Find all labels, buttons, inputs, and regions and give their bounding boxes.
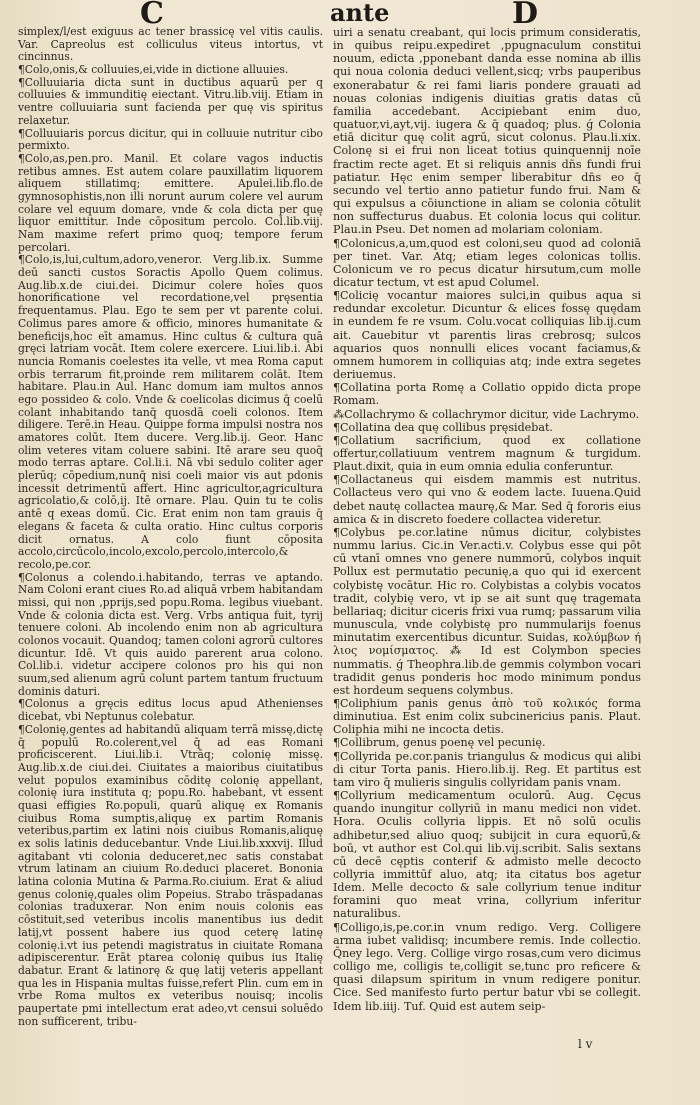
left-column bbox=[18, 26, 323, 1028]
entry-paragraph: ¶Collyrida pe.cor.panis triangulus & modicus qui alibi di citur Torta panis. Hiero.lib.ij. Reg. Et partitus est tam viro q̄ mulieris singulis collyridam panis vnam. bbox=[333, 749, 641, 789]
entry-paragraph: uiri a senatu creabant, qui locis primum consideratis, in quibus reipu.expediret ,ppugnaculum constitui nouum, edicta ,pponebant danda esse nomina ab illis qui noua colonia deduci vellent,sicq; vrbs pauperibus exonerabatur & rei fami liaris pondere grauati ad nouas colonias indigenis diuitias gratis datas cū familia accedebant. Accipiebant enim duo, quatuor,vi,ayt,vij. iugera & q̄ quadoq; plus. ǵ Colonia etiā dicitur quę colit agrū, sicut colonus. Plau.li.xix. Colonę si ei frui non liceat totius quinquennij noīe fractim recte aget. Et si reliquis annis dn̄s fundi frui patiatur. Hęc enim semper liberabitur dn̄s eo q̄ secundo vel tertio anno patietur fundo frui. Nam & qui expulsus a cōiunctione in aliam se colonia cōtulit non suffecturus duabus. Et colonia locus qui colitur. Plau.in Pseu. Det nomen ad molariam coloniam. bbox=[333, 26, 641, 237]
entry-paragraph: ⁂Collachrymo & collachrymor dicitur, vide Lachrymo. bbox=[333, 407, 640, 421]
entry-paragraph: ¶Colligo,is,pe.cor.in vnum redigo. Verg. Colligere arma iubet validisq; incumbere remis. Inde collectio. Q̄ney lego. Verg. Collige virgo rosas,cum vero dicimus colligo me, colligis te,colligit se,tunc pro reficere & quasi dilapsum spiritum in vnum redigere ponitur. Cice. Sed manifesto furto pertur batur vbi se collegit. Idem lib.iiij. Tuf. Quid est autem seip- bbox=[333, 920, 641, 1013]
entry-paragraph: ¶Colo,as,pen.pro. Manil. Et colare vagos inductis retibus amnes. Est autem colare pauxillatim liquorem aliquem stillatimq; emittere. Apulei.lib.flo.de gymnosophistis,non illi norunt aurum colere vel aurum colare vel equum domare, vnde & cola dicta per quę liquor emittitur. Inde cōpositum percolo. Col.lib.viij. Nam maxime refert primo quoq; tempore ferum percolari. bbox=[18, 151, 323, 254]
right-column bbox=[333, 26, 641, 1013]
entry-paragraph: ¶Colonus a colendo.i.habitando, terras ve aptando. Nam Coloni erant ciues Ro.ad aliquā vrbem habitandam missi, qui non ,pprijs,sed popu.Roma. legibus viuebant. Vnde & colonia dicta est. Verg. Vrbs antiqua fuit, tyrij tenuere coloni. Ab incolendo enim non ab agricultura colonos vocauit. Quandoq; tamen coloni agrorū cultores dicuntur. Idē. Vt quis auido parerent arua colono. Col.lib.i. videtur accipere colonos pro his qui non suum,sed alienum agrū colunt partem tantum fructuum dominis daturi. bbox=[18, 570, 323, 698]
entry-paragraph: ¶Colybus pe.cor.latine nūmus dicitur, colybistes nummu larius. Cic.in Ver.acti.v. Colybus esse qui pōt cū vtanī omnes vno genere nummorū, colybos inquit Pollux est permutatio pecunię,a quo qui id exercent colybistę vocātur. Hic ro. Colybistas a colybis vocatos tradit, colybię vero, vt ip se ait sunt quę tragemata bellariaq; dicitur ciceris frixi vua rumq; passarum vilia munuscula, vnde colybistę pro nummularijs foenus minutatim exercentibus dicuntur. Suidas, κολύμβων ή λιος νομίσματος. ⁂ Id est Colymbon species nummatis. ǵ Theophra.lib.de gemmis colymbon vocari tradidit genus ponderis hoc modo minimum pondus est hordeum sequens colymbus. bbox=[333, 525, 641, 697]
entry-paragraph: ¶Collatina porta Romę a Collatio oppido dicta prope Romam. bbox=[333, 381, 641, 408]
entry-paragraph: ¶Colo,onis,& colluuies,ei,vide in dictione alluuies. bbox=[18, 63, 289, 77]
entry-paragraph: ¶Colonicus,a,um,quod est coloni,seu quod ad coloniā per tinet. Var. Atq; etiam leges colonicas tollis. Colonicum ve ro pecus dicatur hirsutum,cum molle dicatur tectum, vt est apud Columel. bbox=[333, 236, 641, 289]
entry-paragraph: simplex/l/est exiguus ac tener brassicę vel vitis caulis. Var. Capreolus est colliculus viteus intortus, vt cincinnus. bbox=[18, 25, 323, 64]
entry-paragraph: ¶Collyrium medicamentum oculorū. Aug. Cęcus quando inungitur collyriū in manu medici non videt. Hora. Oculis collyria lippis. Et nō solū oculis adhibetur,sed aliuo quoq; subijcit in cura equorū,& boū, vt author est Col.qui lib.vij.scribit. Salis sextans cū decē cęptis conterif & admisto melle decocto collyria immittūf aluo, atq; ita citatus bos agetur Idem. Melle decocto & sale collyrium tenue inditur foramini quo meat vrina, collyrium inferitur naturalibus. bbox=[333, 789, 641, 921]
entry-paragraph: ¶Colonus a gręcis editus locus apud Athenienses dicebat, vbi Neptunus colebatur. bbox=[18, 697, 323, 724]
entry-paragraph: ¶Collatina dea quę collibus pręsidebat. bbox=[333, 420, 553, 434]
entry-paragraph: ¶Colicię vocantur maiores sulci,in quibus aqua si redundar excoletur. Dicuntur & elices fossę quędam in eundem fe re vsum. Colu.vocat colliquias lib.ij.cum ait. Cauebitur vt parentis liras crebrosq; sulcos aquarios quos nonnulli elices vocant faciamus,& omnem humorem in colliquias atq; inde extra segetes deriuemus. bbox=[333, 289, 641, 382]
entry-paragraph: ¶Colluuiaris porcus dicitur, qui in colluuie nutritur cibo permixto. bbox=[18, 126, 323, 153]
header-letter-left: C bbox=[140, 0, 164, 31]
running-header bbox=[0, 0, 700, 31]
entry-paragraph: ¶Colluuiaria dicta sunt in ductibus aquarū per q colluuies & immunditię eiectant. Vitru.lib.viij. Etiam in ventre colluuiaria sunt facienda per quę vis spiritus relaxetur. bbox=[18, 75, 323, 127]
entry-paragraph: ¶Collibrum, genus poenę vel pecunię. bbox=[333, 736, 546, 750]
header-word: ante bbox=[330, 0, 390, 27]
entry-paragraph: ¶Colo,is,lui,cultum,adoro,veneror. Verg.lib.ix. Summe deū sancti custos Soractis Apollo Quem colimus. Aug.lib.x.de ciui.dei. Dicimur colere hoīes quos honorificatione vel recordatione,vel pręsentia frequentamus. Plau. Ego te sem per vt parente colui. Colimus pares amore & officio, minores humanitate & beneficijs,hoc eīt amamus. Hinc cultus & cultura quā gręci latriam vocāt. Item colere exercere. Liui.lib.i. Abi nuncia Romanis coelestes ita velle, vt mea Roma caput orbis terrarum fit,proinde rem militarem colāt. Item habitare. Plau.in Aul. Hanc domum iam multos annos ego possideo & colo. Vnde & coelicolas dicimus q̄ coelū colant inhabitando tanq̄ quosdā coeli colonos. Item diligere. Terē.in Heau. Quippe forma impulsi nostra nos amatores colūt. Item ducere. Verg.lib.ij. Geor. Hanc olim veteres vitam coluere sabini. Itē arare seu quoq̄ modo terras aptare. Col.li.i. Nā vbi sedulo coliter ager plerūq; cōpedium,nunq̄ nisi coeli maior vis aut pdonis incessit detrimentū affert. Hinc agricultor,agricultura agricolatio,& colō,ij. Itē ornare. Plau. Quin tu te colis antē q exeas domū. Cic. Erat enim non tam grauis q̄ elegans & faceta & culta oratio. Hinc cultus corporis dicit ornatus. A colo fiunt cōposita accolo,circūcolo,incolo,excolo,percolo,intercolo,& recolo,pe.cor. bbox=[18, 253, 323, 571]
entry-paragraph: ¶Collatium sacrificium, quod ex collatione offertur,collatiuum ventrem magnum & turgidum. Plaut.dixit, quia in eum omnia edulia conferuntur. bbox=[333, 433, 641, 474]
signature-mark: l v bbox=[578, 1037, 593, 1051]
entry-paragraph: ¶Collactaneus qui eisdem mammis est nutritus. Collacteus vero qui vno & eodem lacte. Iuuena.Quid debet nautę collactea maurę,& Mar. Sed q̄ fororis eius amica & in discreto foedere collactea videretur. bbox=[333, 473, 641, 526]
header-letter-right: D bbox=[512, 0, 539, 31]
entry-paragraph: ¶Coliphium panis genus ἀπὸ τοῦ κολικός forma diminutiua. Est enim colix subcinericius panis. Plaut. Coliphia mihi ne incocta detis. bbox=[333, 696, 641, 737]
entry-paragraph: ¶Colonię,gentes ad habitandū aliquam terrā missę,dictę q̄ populū Ro.colerent,vel q̄ ad eas Romani proficiscerent. Liui.lib.i. Vtrāq; colonię missę. Aug.lib.x.de ciui.dei. Ciuitates a maioribus ciuitatibus velut populos examinibus cōditę colonię appellant, colonię iura instituta q; popu.Ro. habebant, vt essent quasi effigies Ro.populi, quarū aliquę ex Romanis ciuibus Roma sumptis,aliquę ex partim Romanis veteribus,partim ex latini nois ciuibus Romanis,aliquę ex solis latinis deducebantur. Vnde Liui.lib.xxxvij. Illud agitabant vti colonia deduceret,nec satis constabat vtrum latinam an ciuium Ro.deduci placeret. Bononia latina colonia Mutina & Parma.Ro.ciuium. Erat & aliud genus colonię,quales olim Popeius. Strabo trāspadanas colonias traduxerar. Non enim nouis colonis eas cōstituit,sed veteribus incolis manentibus ius dedit latij,vt possent habere ius quod ceterę latinę colonię.i.vt ius petendi magistratus in ciuitate Romana adipiscerentur. Erāt ptarea colonię quibus ius Italię dabatur. Erant & latinorę & quę latij veteris appellant qua les in Hispania multas fuisse,refert Plin. cum em in vrbe Roma multos ex veteribus nouisq; incolis paupertate pmi intellectum erat adeo,vt censui soluēdo non sufficerent, tribu- bbox=[18, 722, 323, 1028]
